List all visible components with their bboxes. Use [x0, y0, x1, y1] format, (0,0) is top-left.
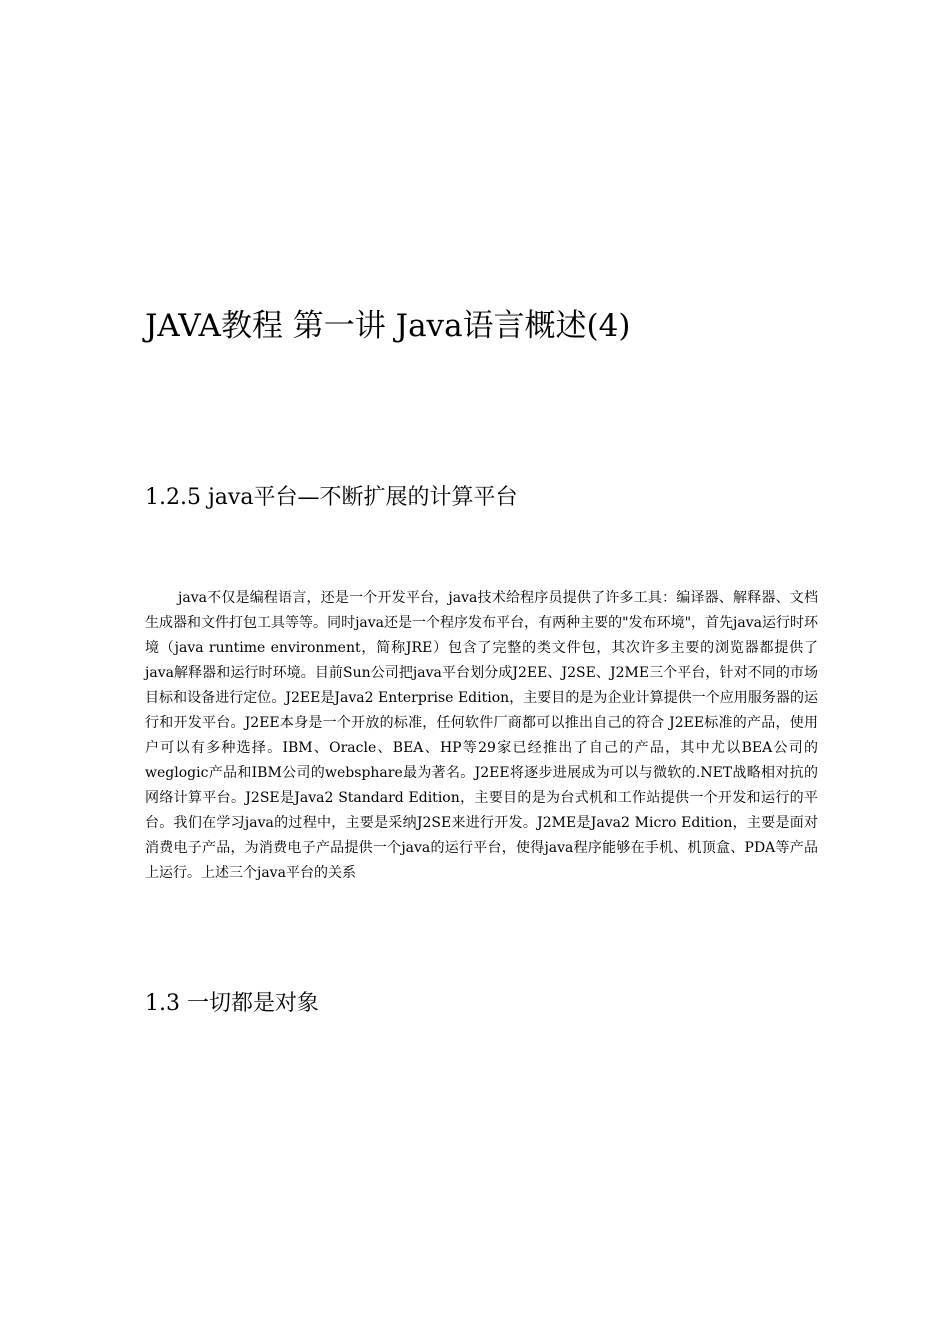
page-title: JAVA教程 第一讲 Java语言概述(4) — [145, 308, 631, 344]
section-heading-java-platform: 1.2.5 java平台—不断扩展的计算平台 — [145, 485, 518, 510]
section-heading-everything-is-object: 1.3 一切都是对象 — [145, 991, 319, 1016]
java-platform-paragraph: java不仅是编程语言，还是一个开发平台，java技术给程序员提供了许多工具：编译器、解释器、文档生成器和文件打包工具等等。同时java还是一个程序发布平台，有两种主要的"发布环境"，首先java运行时环境（java runtime environment，简称JRE）包含了完整的类文件包，其次许多主要的浏览器都提供了 java解释器和运行时环境。目前Sun公司把java平台划分成J2EE、J2SE、J2ME三个平台，针对不同的市场目标和设备进行定位。J2EE是Java2 Enterprise Edition，主要目的是为企业计算提供一个应用服务器的运行和开发平台。J2EE本身是一个开放的标准，任何软件厂商都可以推出自己的符合 J2EE标准的产品，使用户可以有多种选择。IBM、Oracle、BEA、HP等29家已经推出了自己的产品，其中尤以BEA公司的weglogic产品和IBM公司的websphare最为著名。J2EE将逐步进展成为可以与微软的.NET战略相对抗的网络计算平台。J2SE是Java2 Standard Edition，主要目的是为台式机和工作站提供一个开发和运行的平台。我们在学习java的过程中，主要是采纳J2SE来进行开发。J2ME是Java2 Micro Edition，主要是面对消费电子产品，为消费电子产品提供一个java的运行平台，使得java程序能够在手机、机顶盒、PDA等产品上运行。上述三个java平台的关系 — [145, 590, 818, 881]
